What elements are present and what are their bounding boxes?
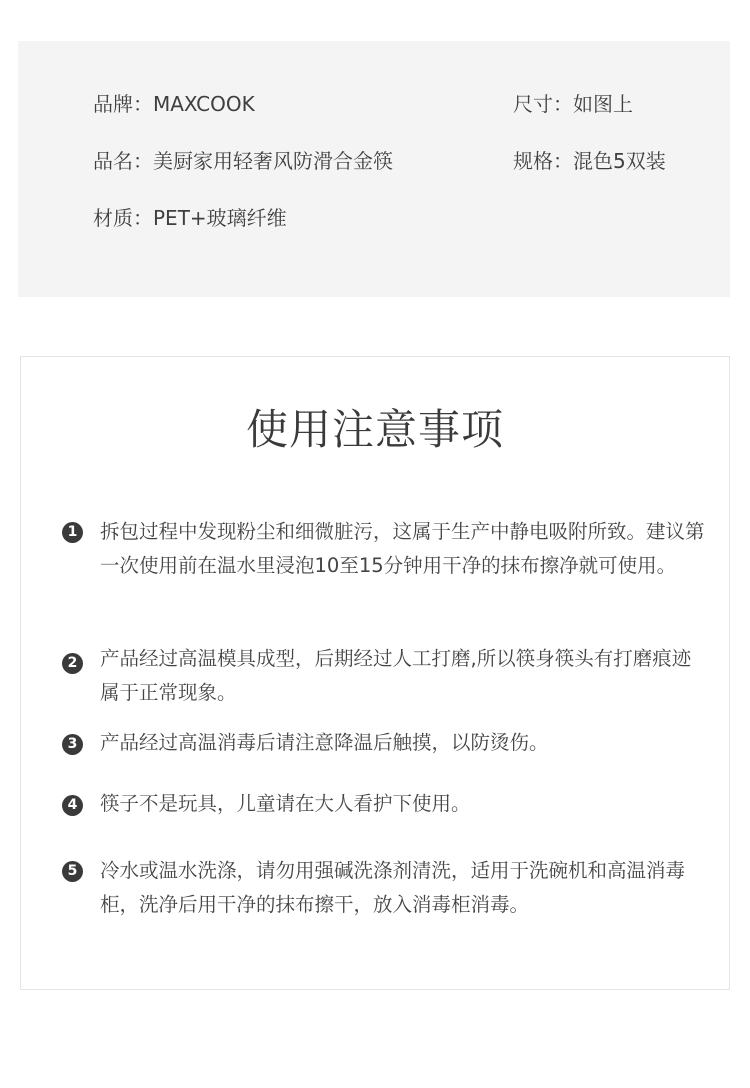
spec-specification: 规格：混色5双装 [513, 149, 666, 173]
number-1-icon: 1 [62, 522, 83, 543]
notice-item-text: 筷子不是玩具，儿童请在大人看护下使用。 [100, 792, 471, 815]
notice-item-text: 产品经过高温模具成型，后期经过人工打磨,所以筷身筷头有打磨痕迹属于正常现象。 [100, 647, 692, 704]
notice-item-text: 拆包过程中发现粉尘和细微脏污，这属于生产中静电吸附所致。建议第一次使用前在温水里浸泡10至15分钟用干净的抹布擦净就可使用。 [100, 520, 705, 577]
number-3-icon: 3 [62, 734, 83, 755]
spec-brand: 品牌：MAXCOOK [93, 92, 255, 116]
number-4-icon: 4 [62, 795, 83, 816]
number-5-icon: 5 [62, 861, 83, 882]
notice-item-text: 产品经过高温消毒后请注意降温后触摸，以防烫伤。 [100, 731, 549, 754]
spec-material: 材质：PET+玻璃纤维 [93, 206, 287, 230]
spec-size: 尺寸：如图上 [513, 92, 633, 116]
notice-item-text: 冷水或温水洗涤，请勿用强碱洗涤剂清洗，适用于洗碗机和高温消毒柜，洗净后用干净的抹布擦干，放入消毒柜消毒。 [100, 859, 686, 916]
notice-title: 使用注意事项 [245, 405, 504, 454]
spec-product-name: 品名：美厨家用轻奢风防滑合金筷 [93, 149, 393, 173]
number-2-icon: 2 [62, 653, 83, 674]
